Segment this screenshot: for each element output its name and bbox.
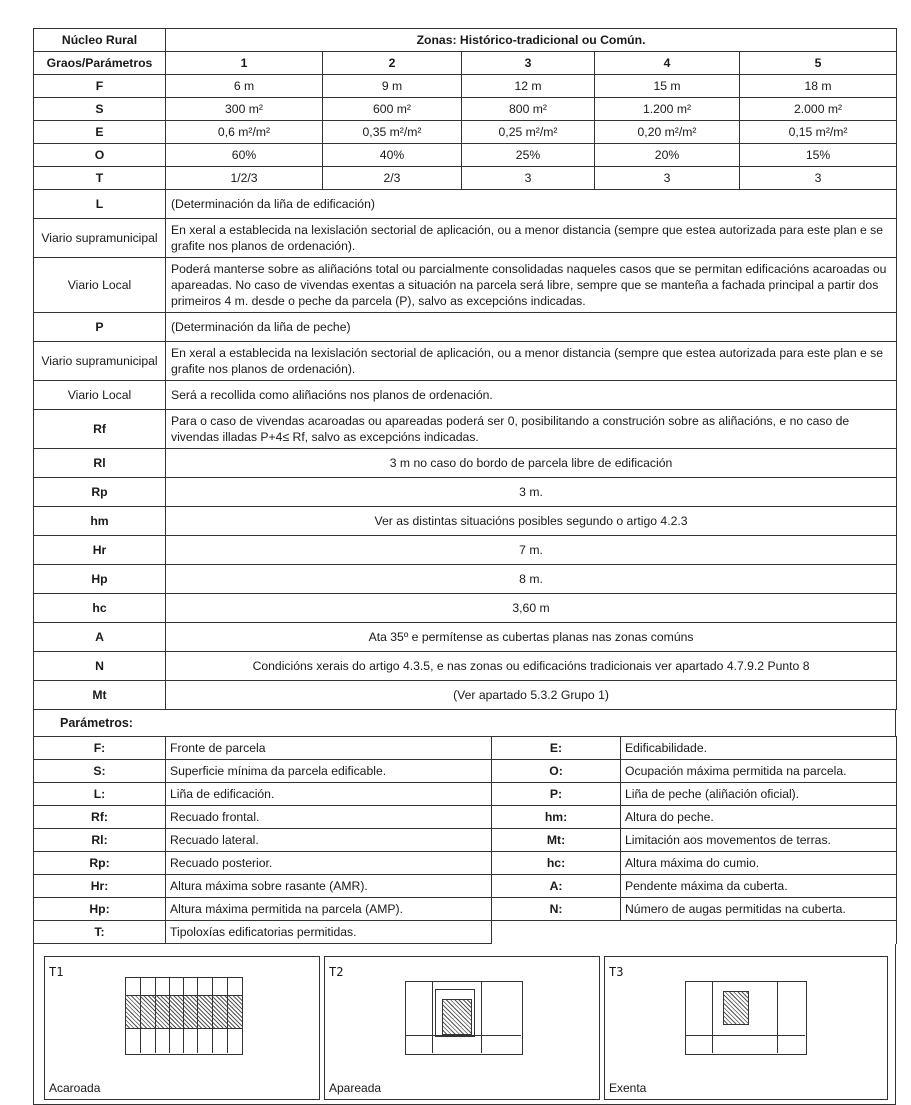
legend-code: O: [492, 760, 621, 783]
legend-row [34, 737, 897, 760]
legend-code: Hr: [34, 875, 166, 898]
param-code: hm [34, 507, 166, 536]
parametros-title: Parámetros: [33, 710, 896, 736]
diagram-caption: Apareada [329, 1081, 382, 1095]
grade-row [34, 144, 897, 167]
param-code: Rl [34, 449, 166, 478]
nucleo-cell: Núcleo Rural [34, 29, 166, 52]
param-value: 40% [323, 144, 462, 167]
legend-desc: Altura do peche. [621, 806, 897, 829]
param-value: 12 m [462, 75, 595, 98]
param-text: Será a recollida como aliñacións nos planos de ordenación. [166, 381, 897, 410]
text-row [34, 478, 897, 507]
diagram-t1 [44, 956, 320, 1100]
legend-row [34, 806, 897, 829]
param-text: Ver as distintas situacións posibles segundo o artigo 4.2.3 [166, 507, 897, 536]
legend-desc: Altura máxima permitida na parcela (AMP). [166, 898, 492, 921]
text-row [34, 342, 897, 381]
diagram-caption: Exenta [609, 1081, 647, 1095]
legend-code: Rp: [34, 852, 166, 875]
legend-code: E: [492, 737, 621, 760]
legend-desc: Recuado posterior. [166, 852, 492, 875]
param-value: 0,6 m²/m² [166, 121, 323, 144]
legend-desc: Limitación aos movementos de terras. [621, 829, 897, 852]
param-text: Poderá manterse sobre as aliñacións total ou parcialmente consolidadas naqueles casos que se permitan edificacións acaroadas ou apareadas. No caso de vivendas exentas a situación na parcela será libre, sempre que se manteña a fachada principal a partir dos primeiros 4 m. desde o peche da parcela (P), salvo as excepcións indicadas. [166, 258, 897, 313]
legend-code: hm: [492, 806, 621, 829]
param-value: 2.000 m² [740, 98, 897, 121]
graos-cell: Graos/Parámetros [34, 52, 166, 75]
param-text: 8 m. [166, 565, 897, 594]
param-value: 6 m [166, 75, 323, 98]
param-value: 25% [462, 144, 595, 167]
legend-desc: Pendente máxima da cuberta. [621, 875, 897, 898]
legend-desc: Edificabilidade. [621, 737, 897, 760]
text-row [34, 652, 897, 681]
legend-code: F: [34, 737, 166, 760]
legend-code: Mt: [492, 829, 621, 852]
param-code: E [34, 121, 166, 144]
text-row [34, 381, 897, 410]
param-code: Mt [34, 681, 166, 710]
typology-diagrams [33, 944, 896, 1105]
param-text: 3 m no caso do bordo de parcela libre de edificación [166, 449, 897, 478]
param-code: Viario Local [34, 381, 166, 410]
diagram-t3 [604, 956, 888, 1100]
param-value: 800 m² [462, 98, 595, 121]
parameters-table [33, 28, 897, 710]
param-value: 20% [595, 144, 740, 167]
param-value: 0,20 m²/m² [595, 121, 740, 144]
legend-row [34, 898, 897, 921]
param-text: 7 m. [166, 536, 897, 565]
param-value: 3 [595, 167, 740, 190]
text-row [34, 536, 897, 565]
param-text: 3 m. [166, 478, 897, 507]
legend-code: Rl: [34, 829, 166, 852]
param-code: Rf [34, 410, 166, 449]
text-row [34, 219, 897, 258]
param-text: 3,60 m [166, 594, 897, 623]
text-row [34, 190, 897, 219]
legend-code: S: [34, 760, 166, 783]
param-code: Viario Local [34, 258, 166, 313]
param-value: 0,15 m²/m² [740, 121, 897, 144]
text-row [34, 565, 897, 594]
legend-code: Rf: [34, 806, 166, 829]
building-hatch [723, 991, 749, 1025]
param-text: En xeral a establecida na lexislación sectorial de aplicación, ou a menor distancia (sempre que estea autorizada para este plan e se grafite nos planos de ordenación). [166, 219, 897, 258]
legend-row [34, 921, 897, 944]
param-code: N [34, 652, 166, 681]
param-value: 9 m [323, 75, 462, 98]
legend-desc: Superficie mínima da parcela edificable. [166, 760, 492, 783]
param-value: 0,35 m²/m² [323, 121, 462, 144]
diagram-caption: Acaroada [49, 1081, 101, 1095]
legend-row [34, 783, 897, 806]
param-value: 0,25 m²/m² [462, 121, 595, 144]
legend-desc: Altura máxima do cumio. [621, 852, 897, 875]
legend-code: N: [492, 898, 621, 921]
param-code: Viario supramunicipal [34, 219, 166, 258]
param-code: A [34, 623, 166, 652]
param-text: Ata 35º e permítense as cubertas planas nas zonas comúns [166, 623, 897, 652]
legend-desc: Liña de edificación. [166, 783, 492, 806]
param-code: T [34, 167, 166, 190]
legend-table [33, 736, 897, 944]
legend-code: L: [34, 783, 166, 806]
param-code: Viario supramunicipal [34, 342, 166, 381]
ordinance-sheet [33, 28, 896, 1095]
legend-code: A: [492, 875, 621, 898]
diagram-tag: T1 [49, 965, 64, 979]
param-text: (Determinación da liña de edificación) [166, 190, 897, 219]
param-code: L [34, 190, 166, 219]
building-hatch [125, 995, 243, 1029]
text-row [34, 313, 897, 342]
grade-row [34, 121, 897, 144]
param-value: 2/3 [323, 167, 462, 190]
header-row [34, 29, 897, 52]
grade-4: 4 [595, 52, 740, 75]
param-value: 3 [740, 167, 897, 190]
param-value: 18 m [740, 75, 897, 98]
param-text: En xeral a establecida na lexislación sectorial de aplicación, ou a menor distancia (sempre que estea autorizada para este plan e se grafite nos planos de ordenación). [166, 342, 897, 381]
param-value: 300 m² [166, 98, 323, 121]
legend-desc: Altura máxima sobre rasante (AMR). [166, 875, 492, 898]
legend-row [34, 760, 897, 783]
param-value: 15% [740, 144, 897, 167]
param-value: 60% [166, 144, 323, 167]
text-row [34, 449, 897, 478]
grades-row [34, 52, 897, 75]
grade-row [34, 75, 897, 98]
param-code: O [34, 144, 166, 167]
legend-row [34, 875, 897, 898]
param-value: 3 [462, 167, 595, 190]
diagram-tag: T2 [329, 965, 344, 979]
param-value: 1/2/3 [166, 167, 323, 190]
grade-row [34, 167, 897, 190]
grade-2: 2 [323, 52, 462, 75]
legend-row [34, 829, 897, 852]
legend-code: T: [34, 921, 166, 944]
param-text: Para o caso de vivendas acaroadas ou apareadas poderá ser 0, posibilitando a construción sobre as aliñacións, e no caso de vivendas illadas P+4≤ Rf, salvo as excepcións indicadas. [166, 410, 897, 449]
text-row [34, 410, 897, 449]
text-row [34, 594, 897, 623]
legend-desc: Tipoloxías edificatorias permitidas. [166, 921, 492, 944]
param-code: F [34, 75, 166, 98]
grade-row [34, 98, 897, 121]
param-value: 15 m [595, 75, 740, 98]
param-text: (Determinación da liña de peche) [166, 313, 897, 342]
text-row [34, 507, 897, 536]
param-text: (Ver apartado 5.3.2 Grupo 1) [166, 681, 897, 710]
param-code: Hp [34, 565, 166, 594]
text-row [34, 258, 897, 313]
param-code: Rp [34, 478, 166, 507]
param-code: P [34, 313, 166, 342]
param-code: Hr [34, 536, 166, 565]
building-hatch [442, 999, 472, 1035]
param-code: hc [34, 594, 166, 623]
legend-code: Hp: [34, 898, 166, 921]
legend-code: P: [492, 783, 621, 806]
text-row [34, 623, 897, 652]
diagram-tag: T3 [609, 965, 624, 979]
legend-row [34, 852, 897, 875]
legend-desc: Fronte de parcela [166, 737, 492, 760]
param-text: Condicións xerais do artigo 4.3.5, e nas zonas ou edificacións tradicionais ver apartado 4.7.9.2 Punto 8 [166, 652, 897, 681]
param-code: S [34, 98, 166, 121]
param-value: 600 m² [323, 98, 462, 121]
legend-empty [492, 921, 897, 944]
param-value: 1.200 m² [595, 98, 740, 121]
legend-desc: Número de augas permitidas na cuberta. [621, 898, 897, 921]
legend-desc: Ocupación máxima permitida na parcela. [621, 760, 897, 783]
zonas-cell: Zonas: Histórico-tradicional ou Común. [166, 29, 897, 52]
diagram-t2 [324, 956, 600, 1100]
legend-desc: Recuado frontal. [166, 806, 492, 829]
legend-desc: Recuado lateral. [166, 829, 492, 852]
legend-code: hc: [492, 852, 621, 875]
legend-desc: Liña de peche (aliñación oficial). [621, 783, 897, 806]
grade-1: 1 [166, 52, 323, 75]
text-row [34, 681, 897, 710]
grade-5: 5 [740, 52, 897, 75]
grade-3: 3 [462, 52, 595, 75]
